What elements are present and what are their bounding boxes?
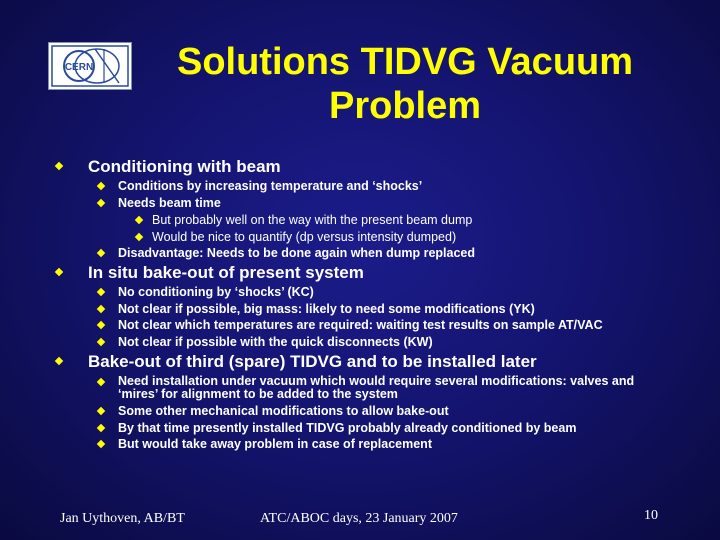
section-heading: Conditioning with beam bbox=[88, 157, 281, 176]
footer-author: Jan Uythoven, AB/BT bbox=[60, 511, 185, 526]
bullet-level2 bbox=[98, 421, 576, 436]
diamond-bullet-icon bbox=[97, 182, 105, 190]
cern-logo bbox=[48, 42, 132, 90]
title-line-2: Problem bbox=[328, 85, 482, 127]
bullet-text: Would be nice to quantify (dp versus intensity dumped) bbox=[152, 230, 457, 244]
diamond-bullet-icon bbox=[97, 440, 105, 448]
cern-logo-icon bbox=[49, 43, 131, 89]
diamond-bullet-icon bbox=[55, 268, 63, 276]
bullet-text: But probably well on the way with the present beam dump bbox=[152, 213, 473, 227]
diamond-bullet-icon bbox=[97, 424, 105, 432]
bullet-level1 bbox=[56, 157, 281, 176]
bullet-text: No conditioning by ‘shocks’ (KC) bbox=[118, 285, 314, 299]
diamond-bullet-icon bbox=[97, 288, 105, 296]
bullet-level3 bbox=[136, 213, 472, 228]
bullet-text: Not clear if possible with the quick disconnects (KW) bbox=[118, 335, 433, 349]
footer-event: ATC/ABOC days, 23 January 2007 bbox=[260, 511, 458, 526]
bullet-level2 bbox=[98, 335, 433, 350]
diamond-bullet-icon bbox=[97, 321, 105, 329]
bullet-level2 bbox=[98, 404, 449, 419]
page-number: 10 bbox=[644, 508, 658, 523]
bullet-level2 bbox=[98, 318, 603, 333]
bullet-level3 bbox=[136, 230, 456, 245]
bullet-text: Not clear if possible, big mass: likely to need some modifications (YK) bbox=[118, 302, 535, 316]
bullet-level2 bbox=[98, 285, 314, 300]
bullet-text: But would take away problem in case of replacement bbox=[118, 437, 432, 451]
diamond-bullet-icon bbox=[97, 338, 105, 346]
diamond-bullet-icon bbox=[97, 407, 105, 415]
diamond-bullet-icon bbox=[55, 162, 63, 170]
bullet-text: Needs beam time bbox=[118, 196, 221, 210]
bullet-text: Need installation under vacuum which would require several modifications: valves and ‘mires’ for alignment to be added to the system bbox=[118, 374, 635, 401]
slide-title bbox=[140, 40, 670, 128]
diamond-bullet-icon bbox=[97, 378, 105, 386]
bullet-level2 bbox=[98, 375, 638, 401]
bullet-level1 bbox=[56, 352, 537, 371]
bullet-text: Disadvantage: Needs to be done again when dump replaced bbox=[118, 246, 476, 260]
bullet-level2 bbox=[98, 246, 475, 261]
section-heading: Bake-out of third (spare) TIDVG and to be installed later bbox=[88, 352, 537, 371]
diamond-bullet-icon bbox=[135, 216, 143, 224]
bullet-level1 bbox=[56, 263, 364, 282]
title-line-1: Solutions TIDVG Vacuum bbox=[176, 41, 634, 83]
bullet-text: Conditions by increasing temperature and ‘shocks’ bbox=[118, 179, 423, 193]
bullet-level2 bbox=[98, 302, 535, 317]
diamond-bullet-icon bbox=[97, 305, 105, 313]
bullet-level2 bbox=[98, 437, 432, 452]
diamond-bullet-icon bbox=[97, 199, 105, 207]
diamond-bullet-icon bbox=[135, 233, 143, 241]
bullet-text: By that time presently installed TIDVG probably already conditioned by beam bbox=[118, 421, 577, 435]
section-heading: In situ bake-out of present system bbox=[88, 263, 364, 282]
bullet-text: Not clear which temperatures are required: waiting test results on sample AT/VAC bbox=[118, 318, 603, 332]
bullet-level2 bbox=[98, 196, 221, 211]
bullet-level2 bbox=[98, 179, 422, 194]
svg-text:CERN: CERN bbox=[64, 62, 94, 73]
diamond-bullet-icon bbox=[97, 249, 105, 257]
diamond-bullet-icon bbox=[55, 357, 63, 365]
bullet-text: Some other mechanical modifications to allow bake-out bbox=[118, 404, 449, 418]
